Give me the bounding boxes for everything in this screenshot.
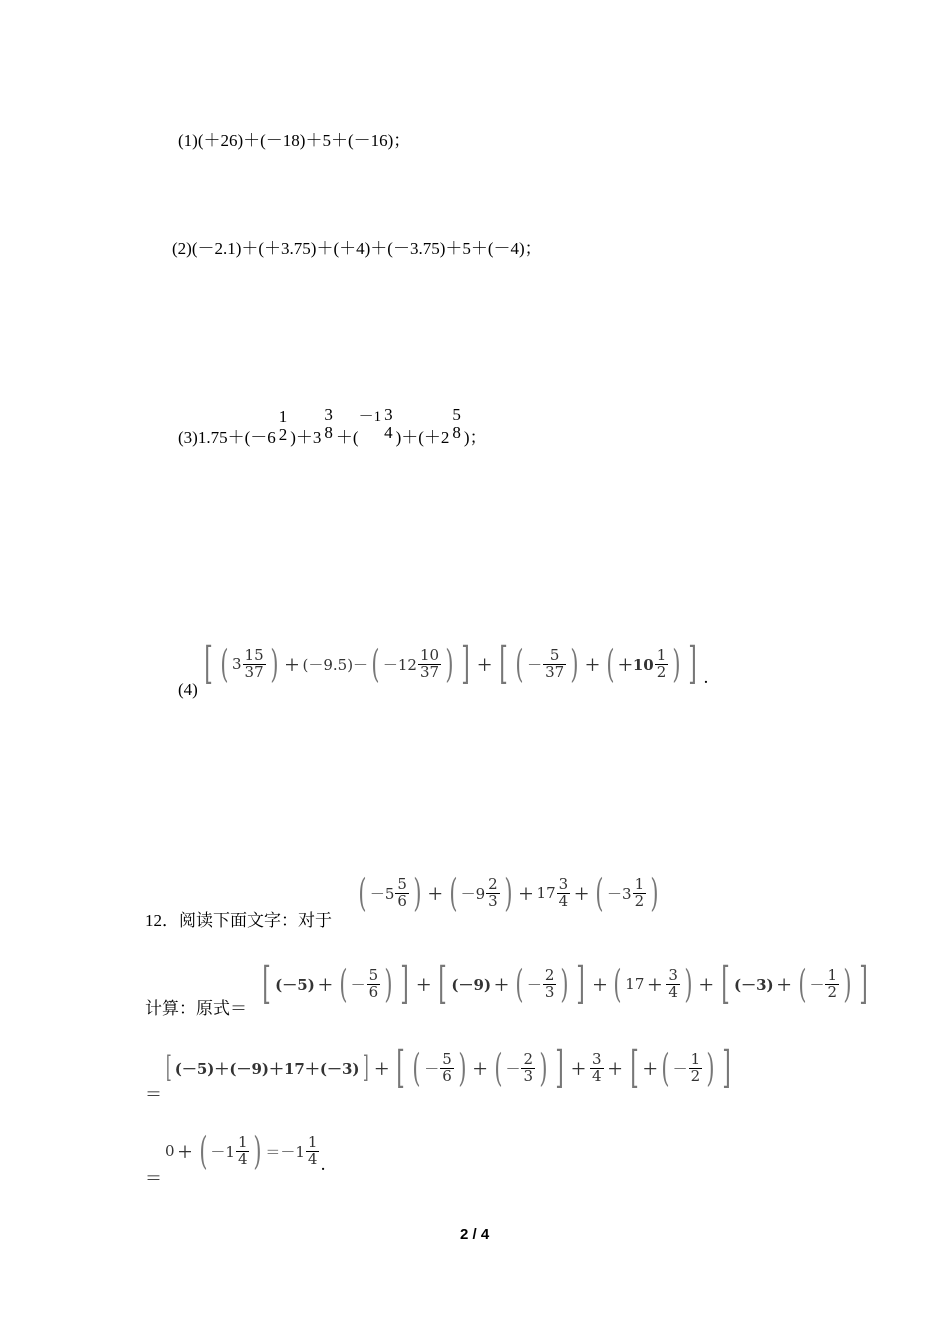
q12-expression: ( －5 $\frac{5}{6}$ ) ＋ ( －9 $\frac{2}{3}$ ) ＋ 17 $\frac{3}{4}$ ＋ ( －3 $\frac{1}{2}$ ) xyxy=(358,871,659,915)
p3-mid-1: )＋3 xyxy=(290,427,322,447)
l2-frac-d: $\frac{1}{2}$ xyxy=(827,965,838,1001)
l2-frac-b: $\frac{2}{3}$ xyxy=(544,965,555,1001)
p3-frac-4: 5 8 xyxy=(452,405,461,442)
p3-suffix: )； xyxy=(463,427,487,447)
calc-label: 计算：原式＝ xyxy=(145,999,247,1018)
calc-line-2: [ (－5) ＋ ( － $\frac{5}{6}$ ) ] ＋ [ (－9) ＋ ( － $\frac{2}{3}$ ) ] ＋ ( 17 ＋ $\frac{3}{4}$ ) ＋ [ (－3) ＋ ( － $\frac{1}{2}$ ) ] xyxy=(262,958,868,1009)
problem-1: (1)(＋26)＋(－18)＋5＋(－16)； xyxy=(178,131,411,150)
p4-frac-1: $\frac{15}{37}$ xyxy=(244,645,264,681)
p3-prefix: (3)1.75＋(－6 xyxy=(178,427,276,447)
l3-frac-a: $\frac{5}{6}$ xyxy=(442,1049,452,1085)
problem-4-label: (4) xyxy=(178,680,198,699)
p3-mid-3: )＋(＋2 xyxy=(395,427,450,447)
page-number: 2 / 4 xyxy=(460,1226,490,1243)
l3-frac-d: $\frac{1}{2}$ xyxy=(690,1049,701,1085)
p4-term-3: －12 xyxy=(382,655,417,674)
p4-term-4: － xyxy=(527,655,543,674)
eq-sign-3: ＝ xyxy=(145,1085,162,1104)
problem-4-expression: [ ( 3 $\frac{15}{37}$ ) ＋ (－9.5)－ ( －12 $\frac{10}{37}$ ) ] ＋ [ ( － $\frac{5}{37}$ ) ＋ ( ＋10 $\frac{1}{2}$ ) ] . xyxy=(204,638,709,689)
p3-mid-2: ＋( xyxy=(335,427,359,447)
p3-frac-3: 3 4 xyxy=(384,405,393,442)
eq-sign-4: ＝ xyxy=(145,1169,162,1188)
problem-2: (2)(－2.1)＋(＋3.75)＋(＋4)＋(－3.75)＋5＋(－4)； xyxy=(172,239,542,258)
p4-frac-4: $\frac{5}{37}$ xyxy=(545,645,565,681)
l2-frac-a: $\frac{5}{6}$ xyxy=(368,965,379,1001)
q12-intro: 12．阅读下面文字：对于 xyxy=(145,911,332,930)
q12-frac-b: $\frac{2}{3}$ xyxy=(488,874,498,910)
p3-neg: －1 xyxy=(358,408,382,425)
p4-end: . xyxy=(703,668,709,688)
l2-frac-c: $\frac{3}{4}$ xyxy=(668,965,678,1001)
calc-line-3: [ (－5)＋(－9)＋17＋(－3) ] ＋ [ ( － $\frac{5}{6}$ ) ＋ ( － $\frac{2}{3}$ ) ] ＋ $\frac{3}{4}$ ＋ [ ＋ ( － $\frac{1}{2}$ ) ] xyxy=(165,1042,731,1093)
p4-frac-3: $\frac{10}{37}$ xyxy=(419,645,440,681)
calc-line-4: 0 ＋ ( －1 $\frac{1}{4}$ ) ＝－1 $\frac{1}{4}$ . xyxy=(165,1129,326,1175)
p3-frac-1: 1 2 xyxy=(278,407,288,444)
p4-whole-1: 3 xyxy=(232,655,242,673)
p4-term-2: (－9.5)－ xyxy=(302,655,369,674)
l4-frac: $\frac{1}{4}$ xyxy=(237,1132,248,1168)
problem-3 xyxy=(178,405,487,448)
p4-frac-5: $\frac{1}{2}$ xyxy=(656,645,667,681)
p4-term-5: ＋10 xyxy=(617,655,654,674)
l3-frac-c: $\frac{3}{4}$ xyxy=(592,1049,602,1085)
q12-frac-d: $\frac{1}{2}$ xyxy=(634,874,645,910)
l4-result-frac: $\frac{1}{4}$ xyxy=(307,1132,318,1168)
p3-frac-2: 3 8 xyxy=(324,405,333,442)
q12-frac-a: $\frac{5}{6}$ xyxy=(397,874,407,910)
q12-frac-c: $\frac{3}{4}$ xyxy=(558,874,569,910)
l3-frac-b: $\frac{2}{3}$ xyxy=(523,1049,534,1085)
